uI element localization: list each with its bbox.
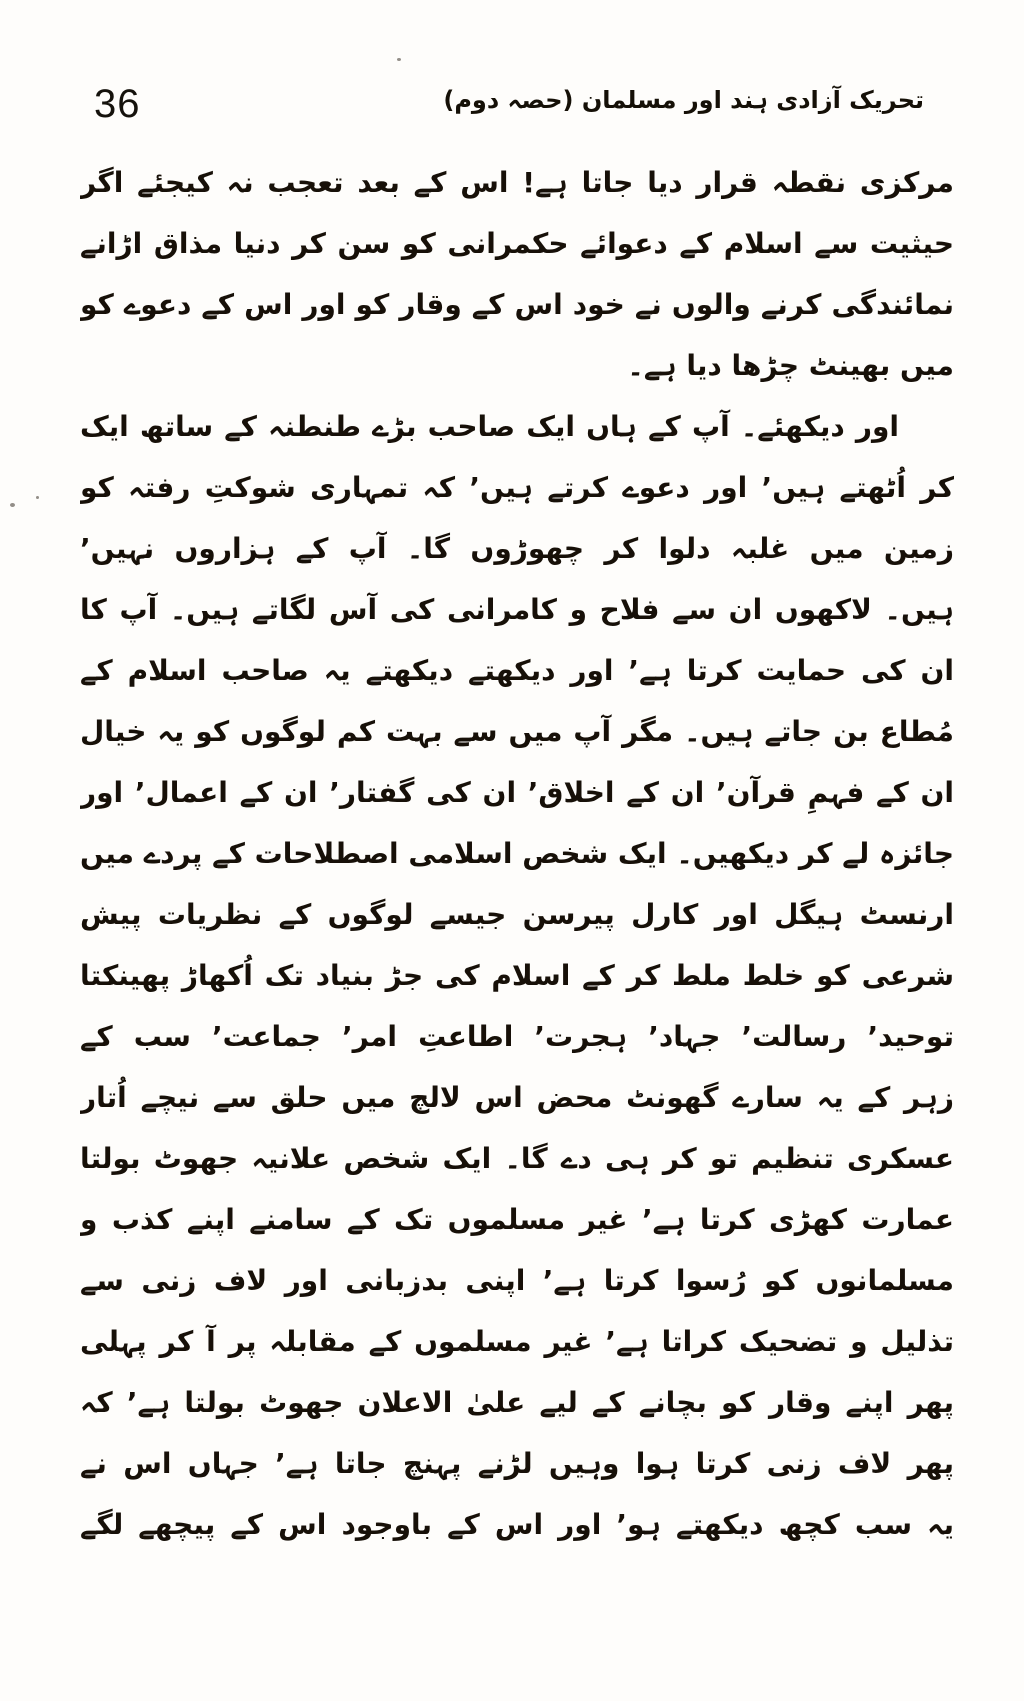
text-line: یہ سب کچھ دیکھتے ہو’ اور اس کے باوجود اس کے پیچھے لگے <box>80 1508 954 1541</box>
body-text-block <box>80 152 954 1555</box>
text-line: اور دیکھئے۔ آپ کے ہاں ایک صاحب بڑے طنطنہ کے ساتھ ایک <box>80 410 899 443</box>
text-line: ہیں۔ لاکھوں ان سے فلاح و کامرانی کی آس لگاتے ہیں۔ آپ کا <box>80 593 954 626</box>
text-line: توحید’ رسالت’ جہاد’ ہجرت’ اطاعتِ امر’ جماعت’ سب کے <box>80 1020 954 1053</box>
text-line: میں بھینٹ چڑھا دیا ہے۔ <box>627 349 954 382</box>
text-line: عسکری تنظیم تو کر ہی دے گا۔ ایک شخص علانیہ جھوٹ بولتا <box>80 1142 954 1175</box>
text-line: ان کی حمایت کرتا ہے’ اور دیکھتے دیکھتے یہ صاحب اسلام کے <box>80 654 954 687</box>
text-line: پھر لاف زنی کرتا ہوا وہیں لڑنے پہنچ جاتا ہے’ جہاں اس نے <box>80 1447 954 1480</box>
text-line: تذلیل و تضحیک کراتا ہے’ غیر مسلموں کے مقابلہ پر آ کر پہلی <box>80 1325 954 1358</box>
scan-speck <box>36 496 39 499</box>
text-line: زہر کے یہ سارے گھونٹ محض اس لالچ میں حلق سے نیچے اُتار <box>80 1081 954 1114</box>
text-line: جائزہ لے کر دیکھیں۔ ایک شخص اسلامی اصطلاحات کے پردے میں <box>80 837 954 870</box>
text-line: شرعی کو خلط ملط کر کے اسلام کی جڑ بنیاد تک اُکھاڑ پھینکتا <box>80 959 954 992</box>
page-number: 36 <box>94 82 141 126</box>
scan-speck <box>397 58 401 61</box>
text-line: مسلمانوں کو رُسوا کرتا ہے’ اپنی بدزبانی اور لاف زنی سے <box>80 1264 954 1297</box>
text-line: کر اُٹھتے ہیں’ اور دعوے کرتے ہیں’ کہ تمہاری شوکتِ رفتہ کو <box>80 471 954 504</box>
text-line: ان کے فہمِ قرآن’ ان کے اخلاق’ ان کی گفتار’ ان کے اعمال’ اور <box>80 776 954 809</box>
text-line: پھر اپنے وقار کو بچانے کے لیے علیٰ الاعلان جھوٹ بولتا ہے’ کہ <box>80 1386 954 1419</box>
scan-speck <box>10 503 15 507</box>
text-line: مُطاع بن جاتے ہیں۔ مگر آپ میں سے بہت کم لوگوں کو یہ خیال <box>80 715 954 748</box>
text-line: مرکزی نقطہ قرار دیا جاتا ہے! اس کے بعد تعجب نہ کیجئے اگر <box>80 166 954 199</box>
text-line: عمارت کھڑی کرتا ہے’ غیر مسلموں تک کے سامنے اپنے کذب و <box>80 1203 954 1236</box>
text-line: زمین میں غلبہ دلوا کر چھوڑوں گا۔ آپ کے ہزاروں نہیں’ <box>80 532 954 565</box>
text-line: ارنسٹ ہیگل اور کارل پیرسن جیسے لوگوں کے نظریات پیش <box>80 898 954 931</box>
running-header-title: تحریک آزادی ہند اور مسلمان (حصہ دوم) <box>443 86 924 114</box>
text-line: حیثیت سے اسلام کے دعوائے حکمرانی کو سن کر دنیا مذاق اڑانے <box>80 227 954 260</box>
text-line: نمائندگی کرنے والوں نے خود اس کے وقار کو اور اس کے دعوے کو <box>80 288 954 321</box>
